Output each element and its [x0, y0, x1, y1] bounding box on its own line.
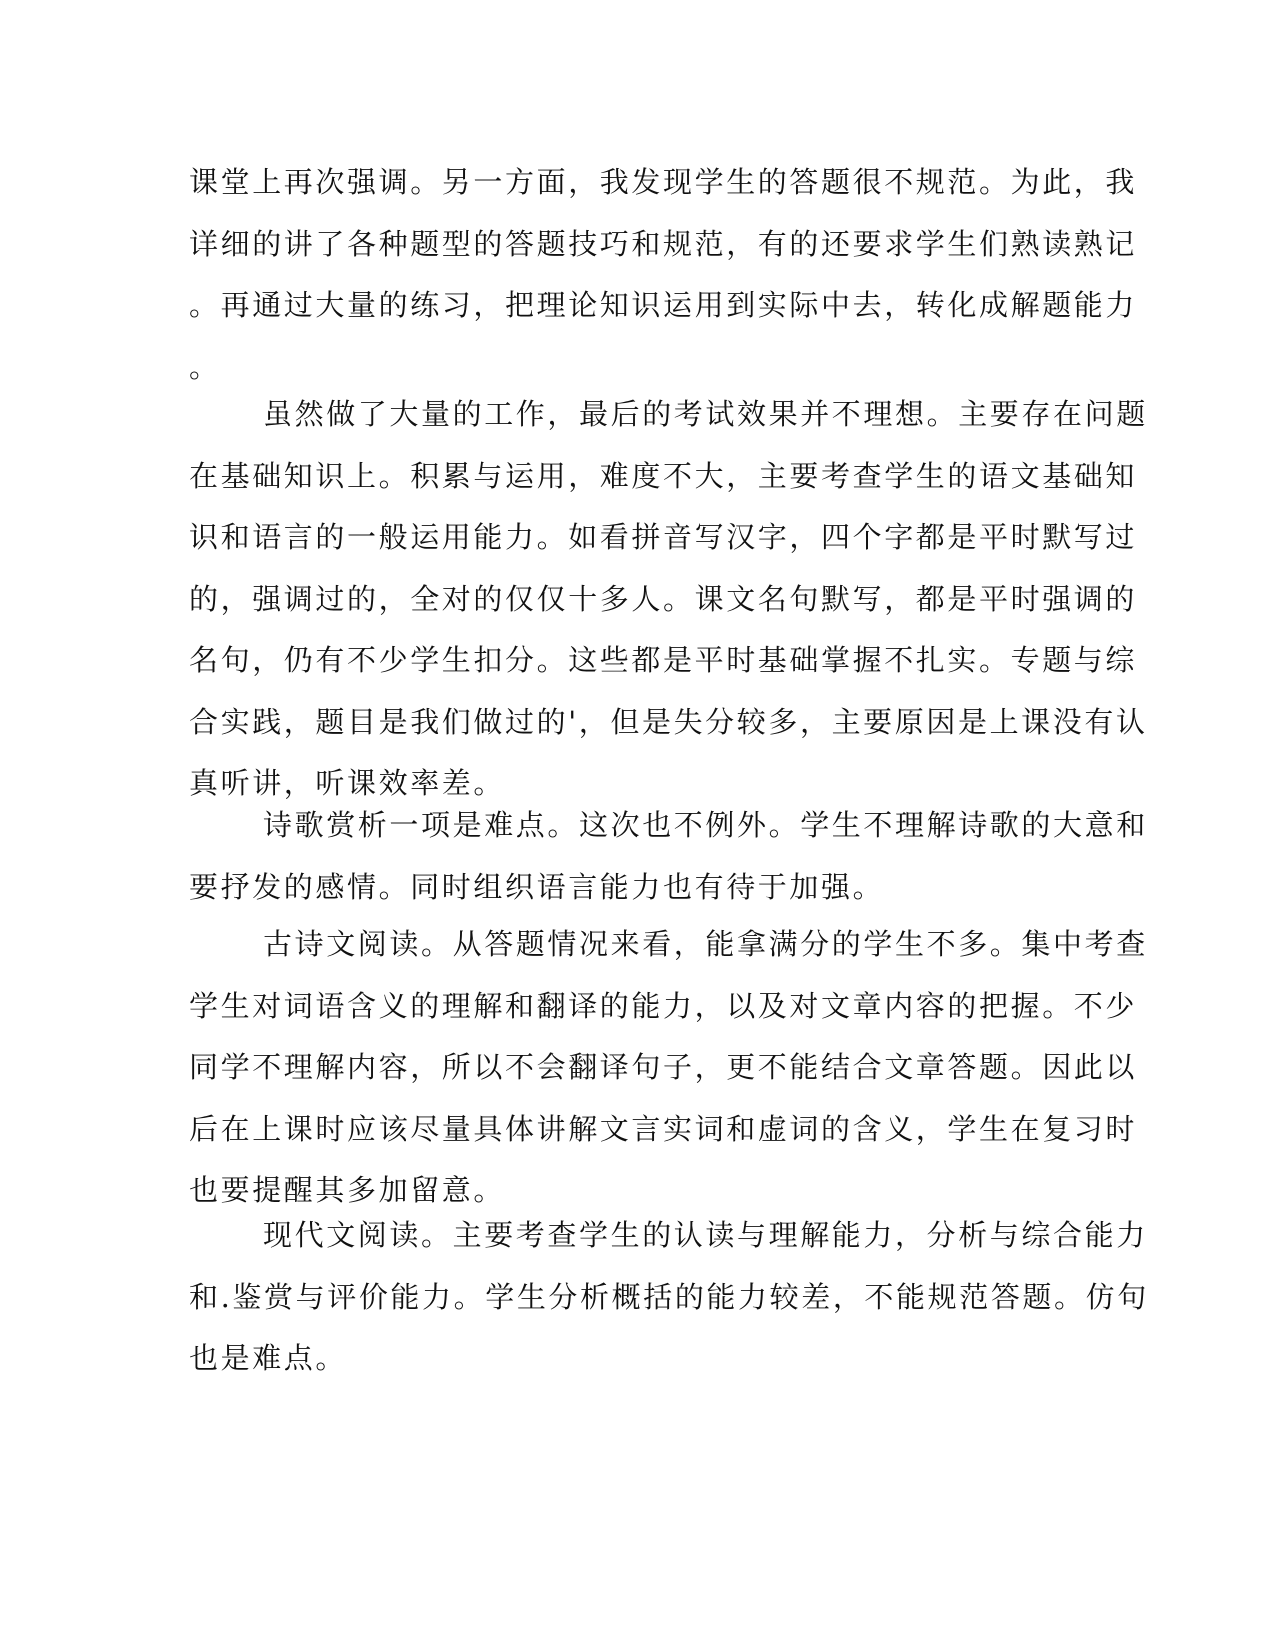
paragraph-2	[189, 384, 1148, 815]
paragraph-line: 虽然做了大量的工作，最后的考试效果并不理想。主要存在问题	[263, 397, 1148, 431]
paragraph-line: 学生对词语含义的理解和翻译的能力，以及对文章内容的把握。不少	[189, 988, 1138, 1023]
paragraph-line: 和.鉴赏与评价能力。学生分析概括的能力较差，不能规范答题。仿句	[189, 1279, 1149, 1314]
paragraph-line: 诗歌赏析一项是难点。这次也不例外。学生不理解诗歌的大意和	[263, 808, 1148, 842]
paragraph-5	[189, 1205, 1149, 1390]
paragraph-line: 要抒发的感情。同时组织语言能力也有待于加强。	[189, 869, 885, 904]
paragraph-line: 的，强调过的，全对的仅仅十多人。课文名句默写，都是平时强调的	[189, 581, 1138, 616]
paragraph-3	[189, 795, 1148, 918]
paragraph-line: 名句，仍有不少学生扣分。这些都是平时基础掌握不扎实。专题与综	[189, 643, 1138, 677]
paragraph-line: 古诗文阅读。从答题情况来看，能拿满分的学生不多。集中考查	[263, 927, 1148, 961]
paragraph-line: 在基础知识上。积累与运用，难度不大，主要考查学生的语文基础知	[189, 458, 1138, 493]
paragraph-line: 真听讲，听课效率差。	[189, 766, 506, 800]
paragraph-line: 也要提醒其多加留意。	[189, 1173, 506, 1207]
paragraph-line: 也是难点。	[189, 1341, 348, 1375]
paragraph-line: 详细的讲了各种题型的答题技巧和规范，有的还要求学生们熟读熟记	[189, 226, 1138, 261]
paragraph-line: 后在上课时应该尽量具体讲解文言实词和虚词的含义，学生在复习时	[189, 1111, 1138, 1146]
paragraph-line: 合实践，题目是我们做过的'，但是失分较多，主要原因是上课没有认	[189, 704, 1148, 739]
paragraph-line: 课堂上再次强调。另一方面，我发现学生的答题很不规范。为此，我	[189, 165, 1138, 199]
paragraph-1	[189, 152, 1138, 398]
paragraph-line: 。	[189, 349, 221, 384]
paragraph-line: 同学不理解内容，所以不会翻译句子，更不能结合文章答题。因此以	[189, 1050, 1138, 1084]
paragraph-4	[189, 914, 1148, 1222]
paragraph-line: 识和语言的一般运用能力。如看拼音写汉字，四个字都是平时默写过	[189, 520, 1138, 554]
paragraph-line: 现代文阅读。主要考查学生的认读与理解能力，分析与综合能力	[263, 1218, 1148, 1252]
paragraph-line: 。再通过大量的练习，把理论知识运用到实际中去，转化成解题能力	[189, 288, 1138, 322]
